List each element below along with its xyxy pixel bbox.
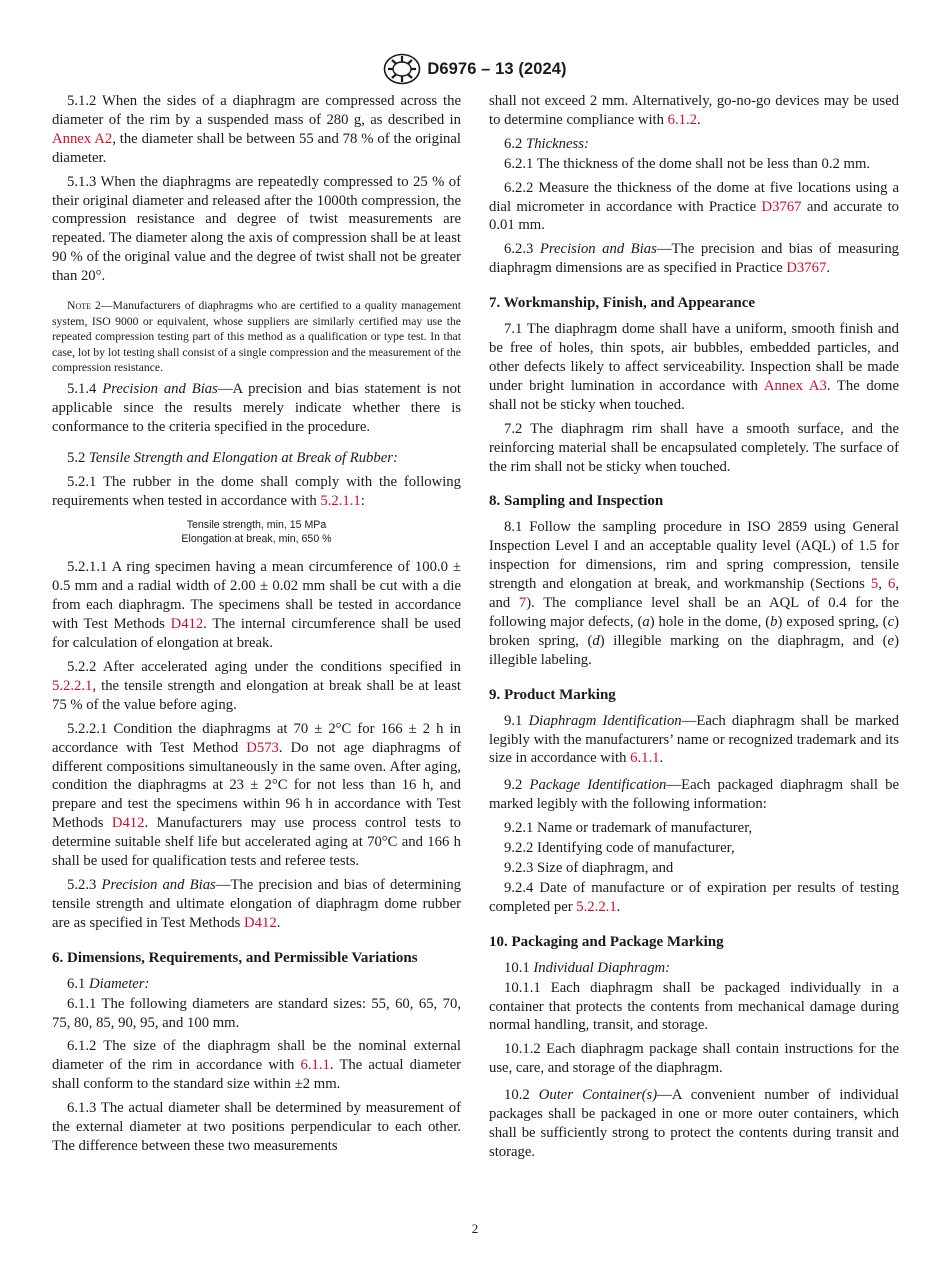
paragraph-5-2-1: 5.2.1 The rubber in the dome shall comply with the following requirements when tested in accordance with 5.2.1.1: — [52, 473, 461, 509]
paragraph-7-2: 7.2 The diaphragm rim shall have a smooth surface, and the reinforcing material shall be encapsulated completely. The surface of the rim shall not be sticky when touched. — [489, 420, 899, 475]
link-section-5[interactable]: 5 — [870, 576, 879, 593]
paragraph-7-1: 7.1 The diaphragm dome shall have a uniform, smooth finish and be free of holes, thin spots, air bubbles, embedded particles, and other defects likely to affect serviceability. Inspection shall be made under bright lumination in accordance with Annex A3. The dome shall not be sticky when touched. — [489, 321, 899, 413]
requirement-elongation: Elongation at break, min, 650 % — [181, 533, 332, 546]
paragraph-6-1-1: 6.1.1 The following diameters are standard sizes: 55, 60, 65, 70, 75, 80, 85, 90, 95, and 100 mm. — [52, 995, 461, 1031]
section-heading-8: 8. Sampling and Inspection — [489, 493, 664, 510]
paragraph-6-1-3: 6.1.3 The actual diameter shall be determined by measurement of the external diameter at two positions perpendicular to each other. The difference between these two measurements — [52, 1100, 461, 1154]
paragraph-10-1-1: 10.1.1 Each diaphragm shall be packaged individually in a container that protects the contents from mechanical damage during normal handling, transit, and storage. — [489, 979, 899, 1034]
paragraph-9-2-1: 9.2.1 Name or trademark of manufacturer, — [504, 820, 753, 837]
paragraph-9-2-3: 9.2.3 Size of diaphragm, and — [504, 860, 674, 876]
section-heading-7: 7. Workmanship, Finish, and Appearance — [489, 295, 756, 312]
paragraph-5-2-3: 5.2.3 Precision and Bias—The precision and bias of determining tensile strength and ultimate elongation of diaphragm dome rubber are as specified in Test Methods D412. — [52, 876, 462, 931]
paragraph-10-1: 10.1 Individual Diaphragm: — [504, 959, 671, 976]
paragraph-6-2-2: 6.2.2 Measure the thickness of the dome at five locations using a dial micrometer in accordance with Practice D3767 and accurate to 0.01 mm. — [489, 179, 899, 234]
link-section-6[interactable]: 6 — [888, 576, 896, 593]
paragraph-10-2: 10.2 Outer Container(s)—A convenient number of individual packages shall be packaged in one or more outer containers, which shall be sufficiently strong to protect the contents during transit and storage. — [489, 1087, 899, 1160]
left-column — [52, 92, 461, 1161]
paragraph-5-2-1-1: 5.2.1.1 A ring specimen having a mean circumference of 100.0 ± 0.5 mm and a radial width of 2.00 ± 0.02 mm shall be cut with a die from each diaphragm. The specimens shall be tested in accordance with Test Methods D412. The internal circumference shall be used for calculation of elongation at break. — [52, 559, 461, 652]
paragraph-5-1-4: 5.1.4 Precision and Bias—A precision and bias statement is not applicable since the results merely indicate whether there is conformance to the criteria specified in the procedure. — [52, 381, 462, 435]
paragraph-5-2-2: 5.2.2 After accelerated aging under the conditions specified in 5.2.2.1, the tensile strength and elongation at break shall be at least 75 % of the value before aging. — [52, 659, 461, 713]
paragraph-9-2: 9.2 Package Identification—Each packaged diaphragm shall be marked legibly with the following information: — [489, 777, 899, 813]
paragraph-5-1-2: 5.1.2 When the sides of a diaphragm are compressed across the diameter of the rim by a suspended mass of 280 g, as described in Annex A2, the diameter shall be between 55 and 78 % of the original diameter. — [52, 93, 461, 166]
requirements-list — [52, 518, 461, 546]
link-d3767[interactable]: D3767 — [761, 198, 802, 215]
paragraph-6-2-3: 6.2.3 Precision and Bias—The precision and bias of measuring diaphragm dimensions are as specified in Practice D3767. — [489, 241, 900, 277]
document-designation: D6976 – 13 (2024) — [427, 59, 567, 78]
link-d412[interactable]: D412 — [244, 914, 277, 931]
link-6-1-2[interactable]: 6.1.2 — [667, 111, 698, 128]
paragraph-9-2-2: 9.2.2 Identifying code of manufacturer, — [504, 840, 735, 857]
link-d412[interactable]: D412 — [170, 616, 204, 633]
link-d412[interactable]: D412 — [111, 815, 145, 832]
link-annex-a3[interactable]: Annex A3 — [763, 377, 827, 394]
paragraph-5-2: 5.2 Tensile Strength and Elongation at Break of Rubber: — [67, 449, 398, 466]
paragraph-5-1-3: 5.1.3 When the diaphragms are repeatedly compressed to 25 % of their original diameter and released after the 1000th compression, the compression resistance and degree of twist measurements are repeated. The diameter along the axis of compression shall be at least 90 % of the original value and the degree of twist shall not be greater than 20°. — [52, 173, 461, 285]
astm-logo-icon — [383, 53, 421, 85]
section-heading-6: 6. Dimensions, Requirements, and Permissible Variations — [52, 949, 418, 966]
section-heading-10: 10. Packaging and Package Marking — [489, 933, 724, 950]
paragraph-6-1: 6.1 Diameter: — [67, 975, 150, 992]
link-d573[interactable]: D573 — [246, 739, 279, 756]
paragraph-5-2-2-1: 5.2.2.1 Condition the diaphragms at 70 ± 2°C for 166 ± 2 h in accordance with Test Method D573. Do not age diaphragms of different compositions simultaneously in the same oven. After aging, condition the diaphragms at 23 ± 2°C for not less than 16 h, and prepare and test the specimens within 96 h in accordance with Test Methods D412. Manufacturers may use process control tests to determine suitable shelf life but accelerated aging at 70°C and 166 h shall be used for qualification tests and referee tests. — [52, 720, 461, 870]
paragraph-6-2-1: 6.2.1 The thickness of the dome shall not be less than 0.2 mm. — [504, 155, 871, 172]
paragraph-9-1: 9.1 Diaphragm Identification—Each diaphragm shall be marked legibly with the manufacturers’ name or recognized trademark and its size in accordance with 6.1.1. — [489, 712, 899, 767]
page-number: 2 — [471, 1221, 479, 1236]
paragraph-9-2-4: 9.2.4 Date of manufacture or of expiration per results of testing completed per 5.2.2.1. — [489, 879, 899, 915]
paragraph-6-2: 6.2 Thickness: — [504, 135, 589, 152]
paragraph-10-1-2: 10.1.2 Each diaphragm package shall contain instructions for the use, care, and storage of the diaphragm. — [489, 1041, 899, 1077]
link-5-2-2-1[interactable]: 5.2.2.1 — [576, 898, 617, 915]
link-section-7[interactable]: 7 — [518, 595, 527, 612]
right-column — [489, 92, 899, 1167]
link-6-1-1[interactable]: 6.1.1 — [300, 1057, 330, 1074]
link-5-2-2-1[interactable]: 5.2.2.1 — [52, 677, 93, 694]
note-2: Note 2—Manufacturers of diaphragms who are certified to a quality management system, ISO 9000 or equivalent, whose suppliers are similarly certified may use the repeated compression testing part of this method as a qualification or type test. In that case, lot by lot testing shall consist of a single compression and the measurement of the compression resistance. — [52, 299, 461, 375]
link-d3767[interactable]: D3767 — [786, 260, 827, 277]
requirement-tensile: Tensile strength, min, 15 MPa — [186, 519, 327, 532]
link-annex-a2[interactable]: Annex A2 — [52, 130, 113, 147]
paragraph-6-1-2: 6.1.2 The size of the diaphragm shall be the nominal external diameter of the rim in accordance with 6.1.1. The actual diameter shall conform to the standard size within ±2 mm. — [52, 1038, 461, 1093]
page-header — [0, 52, 950, 86]
section-heading-9: 9. Product Marking — [489, 686, 616, 703]
link-6-1-1[interactable]: 6.1.1 — [630, 750, 660, 767]
link-5-2-1-1[interactable]: 5.2.1.1 — [320, 492, 361, 509]
paragraph-8-1: 8.1 Follow the sampling procedure in ISO 2859 using General Inspection Level I and an acceptable quality level (AQL) of 1.5 for inspection for dimensions, rim and spring compression, tensile strength and elongation at break, and workmanship (Sections 5, 6, and 7). The compliance level shall be an AQL of 0.4 for the following major defects, (a) hole in the dome, (b) exposed spring, (c) broken spring, (d) illegible marking on the diaphragm, and (e) illegible labeling. — [489, 519, 900, 668]
paragraph-6-1-3-continued: shall not exceed 2 mm. Alternatively, go-no-go devices may be used to determine compliance with 6.1.2. — [489, 93, 899, 128]
